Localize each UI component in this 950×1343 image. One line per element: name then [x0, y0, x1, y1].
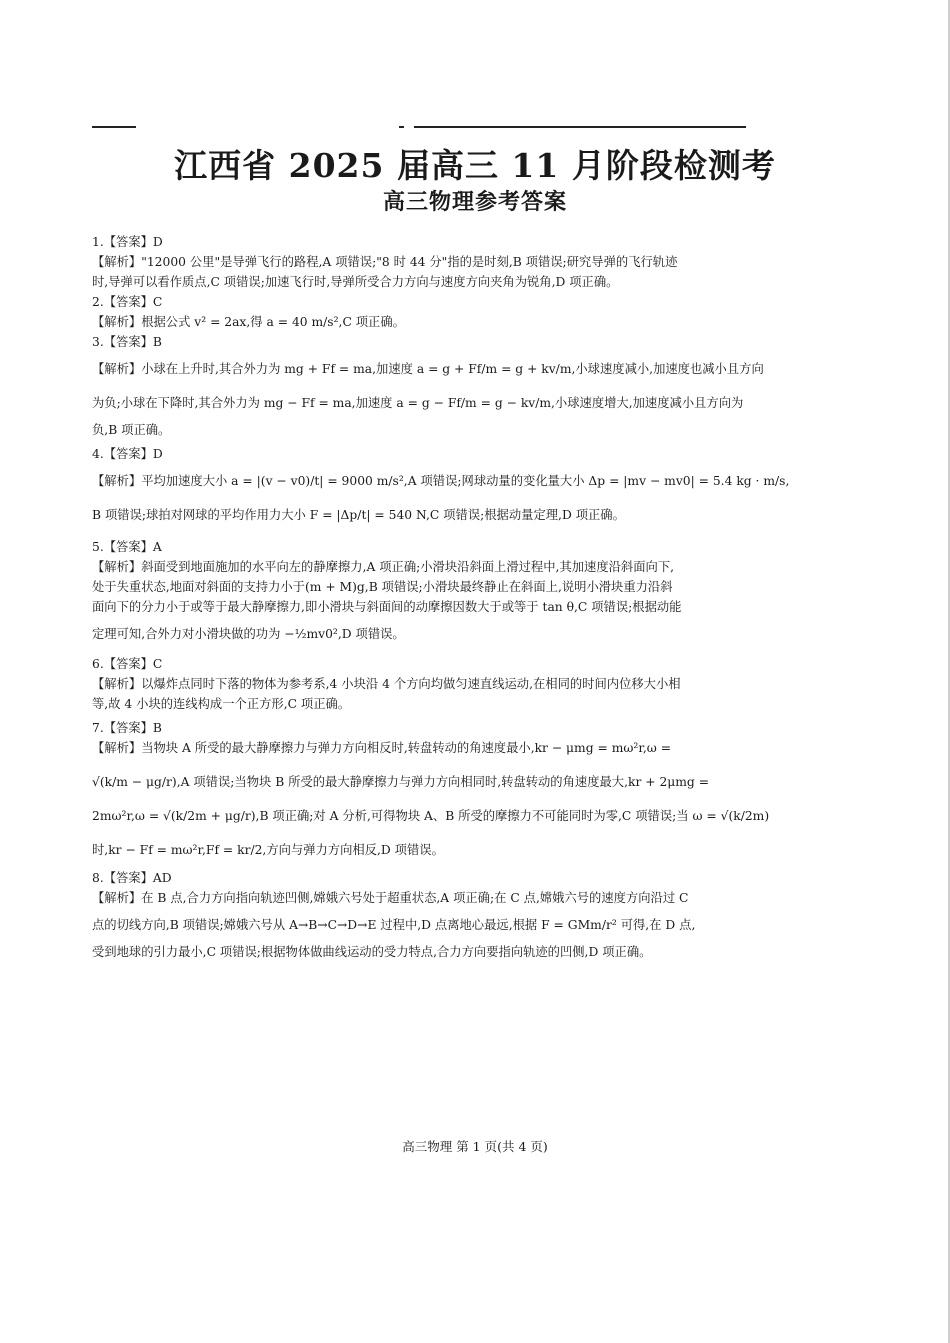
explanation-line: 【解析】斜面受到地面施加的水平向左的静摩擦力,A 项正确;小滑块沿斜面上滑过程中,其加速度沿斜面向下,: [92, 560, 675, 574]
explanation-line: 定理可知,合外力对小滑块做的功为 −½mv0²,D 项错误。: [92, 627, 405, 641]
explanation-line: 【解析】当物块 A 所受的最大静摩擦力与弹力方向相反时,转盘转动的角速度最小,kr − μmg = mω²r,ω =: [92, 741, 671, 755]
top-rule-dot: [399, 126, 404, 128]
question-3: [92, 332, 812, 440]
question-head: 6.【答案】C: [92, 657, 163, 671]
question-head: 4.【答案】D: [92, 447, 163, 461]
page-subtitle: 高三物理参考答案: [382, 189, 567, 215]
explanation-line: 时,导弹可以看作质点,C 项错误;加速飞行时,导弹所受合力方向与速度方向夹角为锐角,D 项正确。: [92, 275, 619, 289]
explanation-line: 处于失重状态,地面对斜面的支持力小于(m + M)g,B 项错误;小滑块最终静止在斜面上,说明小滑块重力沿斜: [92, 580, 673, 594]
explanation-line: 【解析】平均加速度大小 a = |(v − v0)/t| = 9000 m/s²,A 项错误;网球动量的变化量大小 Δp = |mv − mv0| = 5.4 kg · m/s,: [92, 474, 790, 488]
explanation-line: 【解析】小球在上升时,其合外力为 mg + Ff = ma,加速度 a = g + Ff/m = g + kv/m,小球速度减小,加速度也减小且方向: [92, 362, 764, 376]
explanation-line: 受到地球的引力最小,C 项错误;根据物体做曲线运动的受力特点,合力方向要指向轨迹的凹侧,D 项正确。: [92, 945, 652, 959]
question-2: [92, 292, 812, 332]
explanation-line: 面向下的分力小于或等于最大静摩擦力,即小滑块与斜面间的动摩擦因数大于或等于 tan θ,C 项错误;根据动能: [92, 600, 682, 614]
explanation-line: 【解析】根据公式 v² = 2ax,得 a = 40 m/s²,C 项正确。: [92, 315, 405, 329]
page-title: 江西省 2025 届高三 11 月阶段检测考: [174, 146, 776, 185]
question-head: 3.【答案】B: [92, 335, 162, 349]
explanation-line: 【解析】在 B 点,合力方向指向轨迹凹侧,嫦娥六号处于超重状态,A 项正确;在 C 点,嫦娥六号的速度方向沿过 C: [92, 891, 689, 905]
question-head: 5.【答案】A: [92, 540, 162, 554]
explanation-line: 【解析】"12000 公里"是导弹飞行的路程,A 项错误;"8 时 44 分"指的是时刻,B 项错误;研究导弹的飞行轨迹: [92, 255, 678, 269]
explanation-line: 点的切线方向,B 项错误;嫦娥六号从 A→B→C→D→E 过程中,D 点离地心最远,根据 F = GMm/r² 可得,在 D 点,: [92, 918, 696, 932]
explanation-line: B 项错误;球拍对网球的平均作用力大小 F = |Δp/t| = 540 N,C 项错误;根据动量定理,D 项正确。: [92, 508, 625, 522]
explanation-line: 【解析】以爆炸点同时下落的物体为参考系,4 小块沿 4 个方向均做匀速直线运动,在相同的时间内位移大小相: [92, 677, 681, 691]
question-head: 8.【答案】AD: [92, 871, 172, 885]
question-head: 2.【答案】C: [92, 295, 163, 309]
question-6: [92, 654, 812, 714]
question-head: 1.【答案】D: [92, 235, 163, 249]
explanation-line: 等,故 4 小块的连线构成一个正方形,C 项正确。: [92, 697, 351, 711]
answer-content: [92, 232, 812, 962]
question-8: [92, 868, 812, 962]
top-rule-right: [414, 126, 746, 128]
explanation-line: 负,B 项正确。: [92, 423, 171, 437]
question-1: [92, 232, 812, 292]
explanation-line: 为负;小球在下降时,其合外力为 mg − Ff = ma,加速度 a = g − Ff/m = g − kv/m,小球速度增大,加速度减小且方向为: [92, 396, 744, 410]
question-4: [92, 444, 812, 525]
top-rule-left: [92, 126, 136, 128]
page-footer: 高三物理 第 1 页(共 4 页): [402, 1139, 548, 1154]
question-5: [92, 537, 812, 644]
question-head: 7.【答案】B: [92, 721, 162, 735]
explanation-line: √(k/m − μg/r),A 项错误;当物块 B 所受的最大静摩擦力与弹力方向相同时,转盘转动的角速度最大,kr + 2μmg =: [92, 775, 710, 789]
explanation-line: 2mω²r,ω = √(k/2m + μg/r),B 项正确;对 A 分析,可得物块 A、B 所受的摩擦力不可能同时为零,C 项错误;当 ω = √(k/2m): [92, 809, 770, 823]
question-7: [92, 718, 812, 860]
explanation-line: 时,kr − Ff = mω²r,Ff = kr/2,方向与弹力方向相反,D 项错误。: [92, 843, 444, 857]
